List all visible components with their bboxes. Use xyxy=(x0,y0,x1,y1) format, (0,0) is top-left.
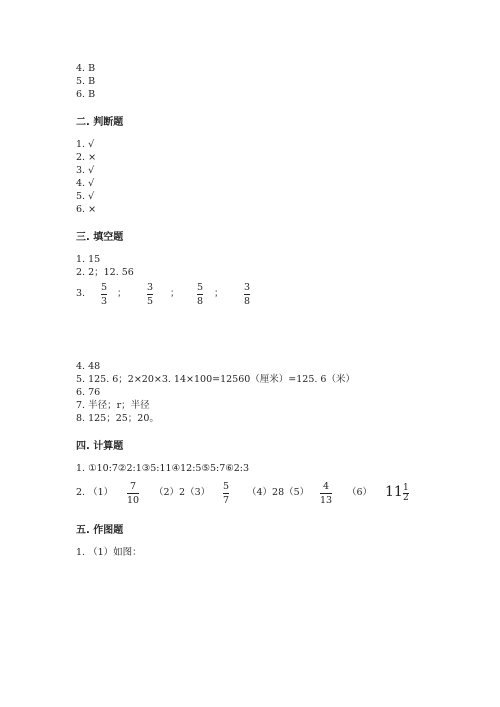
fraction-numerator: 5 xyxy=(101,282,108,293)
calc-answer-2-mid-3: （6） xyxy=(347,487,373,498)
fraction-4-13 xyxy=(320,481,332,506)
fraction-numerator: 7 xyxy=(130,481,137,492)
judge-answer-2: 2. × xyxy=(76,152,97,163)
judge-answer-1: 1. √ xyxy=(76,139,95,150)
choice-answer-5: 5. B xyxy=(76,76,96,87)
fraction-3-8 xyxy=(244,282,250,307)
judge-answer-3: 3. √ xyxy=(76,165,95,176)
fraction-denominator: 3 xyxy=(101,296,108,307)
fraction-bar xyxy=(320,493,332,494)
judge-heading: 二. 判断题 xyxy=(76,117,124,128)
judge-answer-4: 4. √ xyxy=(76,178,95,189)
draw-answer-1: 1. （1）如图： xyxy=(76,547,142,558)
fill-answer-8: 8. 125；25；20。 xyxy=(76,413,159,424)
fraction-bar xyxy=(197,294,203,295)
mixed-number-whole: 11 xyxy=(385,484,403,500)
fraction-5-3 xyxy=(101,282,107,307)
fraction-numerator: 1 xyxy=(403,483,409,493)
calc-answer-2-label: 2. （1） xyxy=(76,487,114,498)
fraction-denominator: 7 xyxy=(223,495,230,506)
judge-answer-6: 6. × xyxy=(76,204,97,215)
fraction-numerator: 5 xyxy=(223,481,230,492)
separator: ； xyxy=(214,288,224,299)
fraction-denominator: 13 xyxy=(320,495,333,506)
fill-answer-7: 7. 半径；r；半径 xyxy=(76,400,150,411)
fraction-3-5 xyxy=(147,282,153,307)
fraction-numerator: 5 xyxy=(197,282,204,293)
fraction-denominator: 8 xyxy=(244,296,251,307)
fill-answer-5: 5. 125. 6；2×20×3. 14×100=12560（厘米）=125. 6（米） xyxy=(76,374,355,385)
fraction-bar xyxy=(101,294,107,295)
fill-answer-2: 2. 2；12. 56 xyxy=(76,267,134,278)
fill-answer-3-label: 3. xyxy=(76,288,86,299)
fill-answer-1: 1. 15 xyxy=(76,254,101,265)
choice-answer-6: 6. B xyxy=(76,89,96,100)
calc-answer-2-mid-2: （4）28（5） xyxy=(247,487,310,498)
fraction-bar xyxy=(223,493,229,494)
fraction-bar xyxy=(147,294,153,295)
fraction-5-8 xyxy=(197,282,203,307)
judge-answer-5: 5. √ xyxy=(76,191,95,202)
mixed-number-fraction xyxy=(403,484,409,503)
fraction-denominator: 8 xyxy=(197,296,204,307)
fraction-denominator: 5 xyxy=(147,296,154,307)
fraction-numerator: 3 xyxy=(244,282,251,293)
fraction-bar xyxy=(127,493,139,494)
fraction-7-10 xyxy=(127,481,139,506)
fraction-numerator: 3 xyxy=(147,282,154,293)
calc-answer-1: 1. ①10:7②2:1③5:11④12:5⑤5:7⑥2:3 xyxy=(76,463,250,474)
fraction-bar xyxy=(244,294,250,295)
calc-heading: 四. 计算题 xyxy=(76,441,124,452)
calc-answer-2-mid-1: （2）2（3） xyxy=(154,487,211,498)
separator: ； xyxy=(117,288,127,299)
choice-answer-4: 4. B xyxy=(76,63,96,74)
fraction-numerator: 4 xyxy=(323,481,330,492)
fill-heading: 三. 填空题 xyxy=(76,232,124,243)
separator: ； xyxy=(170,288,180,299)
draw-heading: 五. 作图题 xyxy=(76,525,124,536)
fill-answer-6: 6. 76 xyxy=(76,387,101,398)
fraction-5-7 xyxy=(223,481,229,506)
fill-answer-4: 4. 48 xyxy=(76,361,101,372)
fraction-denominator: 10 xyxy=(127,495,140,506)
fraction-denominator: 2 xyxy=(403,493,409,503)
